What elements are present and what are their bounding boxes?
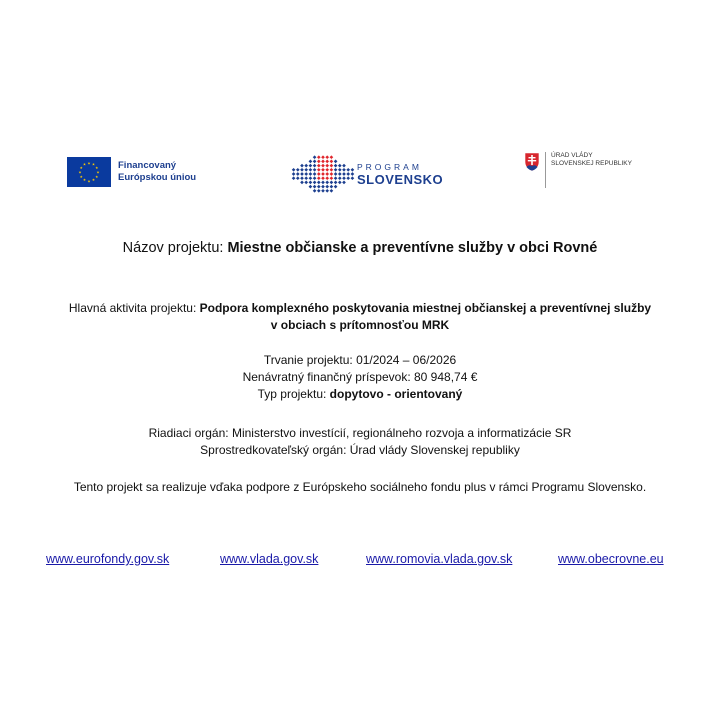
logo-dot xyxy=(317,185,321,189)
logo-dot xyxy=(325,176,329,180)
logo-dot xyxy=(334,160,338,164)
program-line-2: SLOVENSKO xyxy=(357,171,444,187)
funding-note: Tento projekt sa realizuje vďaka podpore z Európskeho sociálneho fondu plus v rámci Programu Slovensko. xyxy=(73,480,647,494)
logo-dot xyxy=(321,172,325,176)
logo-dot xyxy=(300,176,304,180)
eu-logo-text xyxy=(118,160,196,184)
link-eurofondy[interactable]: www.eurofondy.gov.sk xyxy=(46,552,170,566)
managing-authority: Riadiaci orgán: Ministerstvo investícií, regionálneho rozvoja a informatizácie SR xyxy=(148,426,572,440)
logo-dot xyxy=(338,176,342,180)
logo-dot xyxy=(317,176,321,180)
eu-star: ★ xyxy=(87,161,91,166)
logo-dot xyxy=(325,164,329,168)
eu-flag-icon xyxy=(67,157,111,187)
intermediate-body: Sprostredkovateľský orgán: Úrad vlády Slovenskej republiky xyxy=(200,443,520,457)
logo-dot xyxy=(321,168,325,172)
logo-dot xyxy=(309,164,313,168)
logo-dot xyxy=(292,176,296,180)
logo-dot xyxy=(325,155,329,159)
eu-star: ★ xyxy=(91,178,96,183)
logo-dot xyxy=(300,181,304,185)
logo-dot xyxy=(334,176,338,180)
logo-dot xyxy=(309,176,313,180)
logo-dot xyxy=(313,189,317,193)
logo-dot xyxy=(296,176,300,180)
logo-dot xyxy=(330,189,334,193)
logo-dot xyxy=(309,168,313,172)
eu-star: ★ xyxy=(82,162,87,167)
logo-dot xyxy=(325,185,329,189)
logo-dot xyxy=(296,168,300,172)
logo-dot xyxy=(321,155,325,159)
logo-dot xyxy=(342,164,346,168)
logo-dot xyxy=(304,176,308,180)
eu-text-line-1: Financovaný xyxy=(118,160,177,171)
link-obecrovne[interactable]: www.obecrovne.eu xyxy=(558,552,664,566)
logo-dot xyxy=(313,160,317,164)
project-grant: Nenávratný finančný príspevok: 80 948,74 € xyxy=(242,370,478,384)
logo-dot xyxy=(321,181,325,185)
project-title-value: Miestne občianske a preventívne služby v obci Rovné xyxy=(227,240,598,256)
logo-row xyxy=(0,150,720,200)
logo-dot xyxy=(334,185,338,189)
logo-dot xyxy=(292,172,296,176)
logo-dot xyxy=(321,189,325,193)
government-office-text xyxy=(551,152,632,168)
logo-dot xyxy=(317,189,321,193)
logo-dot xyxy=(300,164,304,168)
logo-dot xyxy=(309,172,313,176)
logo-dot xyxy=(317,160,321,164)
main-activity-value-line-2: v obciach s prítomnosťou MRK xyxy=(270,318,450,332)
logo-dot xyxy=(325,181,329,185)
gov-text-line-2: SLOVENSKEJ REPUBLIKY xyxy=(551,160,632,167)
eu-star: ★ xyxy=(95,174,99,179)
logo-dot xyxy=(330,181,334,185)
project-details xyxy=(0,352,720,403)
program-slovensko-logo xyxy=(291,155,443,193)
eu-star: ★ xyxy=(91,162,96,167)
slovak-coat-of-arms-icon xyxy=(524,152,540,172)
logo-dot xyxy=(313,168,317,172)
logo-dot xyxy=(330,168,334,172)
logo-dot xyxy=(330,164,334,168)
link-vlada[interactable]: www.vlada.gov.sk xyxy=(220,552,319,566)
logo-dot xyxy=(325,160,329,164)
eu-star: ★ xyxy=(78,170,82,175)
logo-dot xyxy=(342,168,346,172)
logo-dot xyxy=(321,185,325,189)
logo-dot xyxy=(309,185,313,189)
logo-dot xyxy=(321,164,325,168)
logo-dot xyxy=(351,168,355,172)
eu-logo xyxy=(67,157,196,187)
logo-dot xyxy=(317,155,321,159)
logo-dot xyxy=(317,164,321,168)
program-line-1: PROGRAM xyxy=(357,161,422,172)
project-title xyxy=(0,240,720,256)
logo-dot xyxy=(325,168,329,172)
logo-dot xyxy=(300,172,304,176)
project-type-value: dopytovo - orientovaný xyxy=(329,387,463,401)
logo-dot xyxy=(338,181,342,185)
main-activity-label: Hlavná aktivita projektu: xyxy=(68,301,200,315)
eu-star: ★ xyxy=(87,179,91,184)
logo-dot xyxy=(338,172,342,176)
logo-dot xyxy=(296,172,300,176)
project-title-label: Názov projektu: xyxy=(122,240,228,256)
program-slovensko-mark-icon xyxy=(291,155,355,193)
logo-dot xyxy=(304,181,308,185)
logo-dot xyxy=(330,160,334,164)
logo-dot xyxy=(334,172,338,176)
program-logo-text xyxy=(357,162,443,187)
logo-dot xyxy=(342,181,346,185)
logo-dot xyxy=(346,176,350,180)
eu-star: ★ xyxy=(79,165,83,170)
logo-dot xyxy=(346,172,350,176)
logo-dot xyxy=(330,176,334,180)
logo-dot xyxy=(313,181,317,185)
authorities xyxy=(0,425,720,459)
logo-dot xyxy=(351,172,355,176)
logo-divider xyxy=(545,152,546,188)
logo-dot xyxy=(313,155,317,159)
eu-star: ★ xyxy=(82,178,87,183)
logo-dot xyxy=(300,168,304,172)
logo-dot xyxy=(334,181,338,185)
logo-dot xyxy=(313,172,317,176)
logo-dot xyxy=(317,168,321,172)
logo-dot xyxy=(342,172,346,176)
logo-dot xyxy=(309,160,313,164)
eu-star: ★ xyxy=(96,170,100,175)
logo-dot xyxy=(309,181,313,185)
logo-dot xyxy=(330,185,334,189)
logo-dot xyxy=(325,189,329,193)
link-romovia[interactable]: www.romovia.vlada.gov.sk xyxy=(366,552,513,566)
logo-dot xyxy=(342,176,346,180)
eu-star: ★ xyxy=(95,165,99,170)
logo-dot xyxy=(304,172,308,176)
logo-dot xyxy=(313,176,317,180)
logo-dot xyxy=(334,168,338,172)
logo-dot xyxy=(321,176,325,180)
project-type xyxy=(0,386,720,403)
eu-text-line-2: Európskou úniou xyxy=(118,172,197,183)
gov-text-line-1: ÚRAD VLÁDY xyxy=(551,152,593,159)
logo-dot xyxy=(325,172,329,176)
main-activity xyxy=(0,300,720,334)
logo-dot xyxy=(317,181,321,185)
logo-dot xyxy=(317,172,321,176)
logo-dot xyxy=(351,176,355,180)
logo-dot xyxy=(346,168,350,172)
project-duration: Trvanie projektu: 01/2024 – 06/2026 xyxy=(263,353,457,367)
logo-dot xyxy=(334,164,338,168)
logo-dot xyxy=(304,164,308,168)
logo-dot xyxy=(321,160,325,164)
links-row xyxy=(0,552,720,572)
logo-dot xyxy=(330,172,334,176)
eu-star: ★ xyxy=(79,174,83,179)
main-activity-value-line-1: Podpora komplexného poskytovania miestnej občianskej a preventívnej služby xyxy=(199,301,652,315)
logo-dot xyxy=(313,185,317,189)
logo-dot xyxy=(313,164,317,168)
logo-dot xyxy=(338,164,342,168)
logo-dot xyxy=(330,155,334,159)
logo-dot xyxy=(304,168,308,172)
project-type-label: Typ projektu: xyxy=(257,387,330,401)
government-office-logo xyxy=(524,152,632,188)
logo-dot xyxy=(338,168,342,172)
logo-dot xyxy=(292,168,296,172)
